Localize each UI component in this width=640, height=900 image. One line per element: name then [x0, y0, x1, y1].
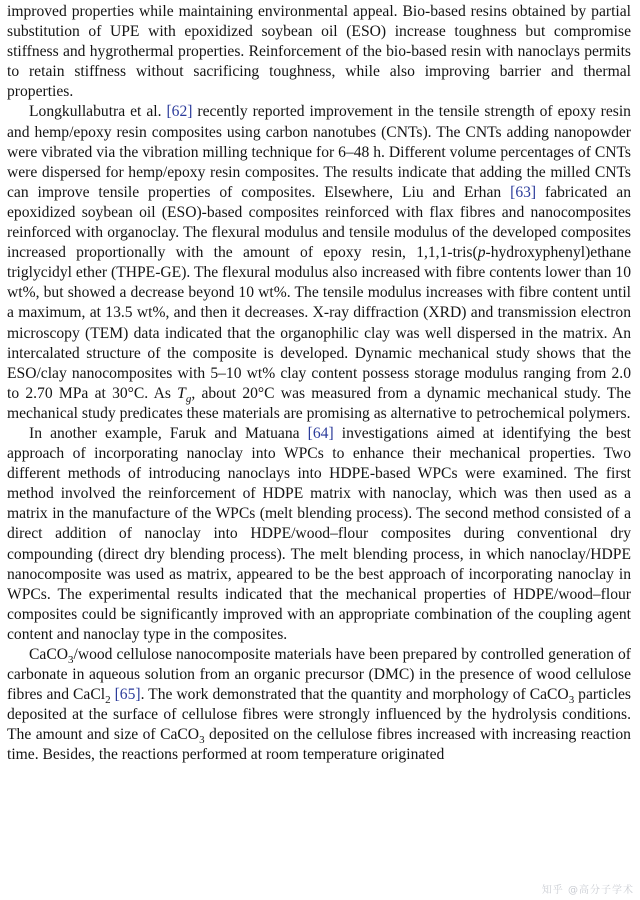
text-run: fabricated an epoxidized soybean oil (ESO)-based composites reinforced with flax fibres and nanocomposites reinforced with organoclay. The flexural modulus and tensile modulus of the developed composites increased proportionally with the amount of epoxy resin, 1,1,1-tris( — [7, 183, 631, 262]
text-run: investigations aimed at identifying the best approach of incorporating nanoclay into WPCs to enhance their mechanical properties. Two different methods of introducing nanoclays into HDPE-based WPCs were examined. The first method involved the reinforcement of HDPE matrix with nanoclay, which was then used as a matrix in the manufacture of the WPCs (melt blending process). The second method consisted of a direct addition of nanoclay into HDPE/wood–flour composites during conventional dry compounding (direct dry blending process). The melt blending process, in which nanoclay/HDPE nanocomposite was used as matrix, appeared to be the best approach of incorporating nanoclay in WPCs. The experimental results indicated that the mechanical properties of HDPE/wood–flour composites could be significantly improved with an appropriate combination of the coupling agent content and nanoclay type in the composites. — [7, 424, 631, 643]
subscript: g — [185, 392, 192, 405]
text-run: particles deposited at the surface of cellulose fibres were strongly influenced by the hydrolysis conditions. The amount and size of CaCO — [7, 686, 631, 744]
paragraph-4 — [7, 645, 631, 766]
paragraph-2 — [7, 102, 631, 424]
text-run: In another example, Faruk and Matuana — [29, 424, 308, 442]
text-run: CaCO — [29, 646, 68, 663]
subscript: 3 — [568, 694, 575, 707]
text-run: p — [477, 244, 486, 262]
text-run: -hydroxyphenyl)ethane triglycidyl ether (THPE-GE). The flexural modulus also increased with fibre contents lower than 10 wt%, but showed a decrease beyond 10 wt%. The tensile modulus increases with fibre content until a maximum, at 13.5 wt%, and then it decreases. X-ray diffraction (XRD) and transmission electron microscopy (TEM) data indicated that the organophilic clay was well dispersed in the matrix. An intercalated structure of the composite is developed. Dynamic mechanical study shows that the ESO/clay nanocomposites with 5–10 wt% clay content possess storage modulus ranging from 2.0 to 2.70 MPa at 30°C. As — [7, 244, 631, 402]
text-run: /wood cellulose nanocomposite materials have been prepared by controlled generation of carbonate in aqueous solution from an organic precursor (DMC) in the presence of wood cellulose fibres and CaCl — [7, 646, 631, 704]
citation-link[interactable]: [64] — [307, 424, 334, 442]
text-run: . The work demonstrated that the quantity and morphology of CaCO — [140, 686, 569, 704]
citation-link[interactable]: [63] — [510, 183, 537, 201]
citation-link[interactable]: [65] — [114, 686, 141, 704]
text-run: Longkullabutra et al. — [29, 103, 167, 121]
text-run: recently reported improvement in the tensile strength of epoxy resin and hemp/epoxy resin composites using carbon nanotubes (CNTs). The CNTs adding nanopowder were vibrated via the vibration milling technique for 6–48 h. Different volume percentages of CNTs were dispersed for hemp/epoxy resin composites. The results indicate that adding the milled CNTs can improve tensile properties of composites. Elsewhere, Liu and Erhan — [7, 103, 631, 201]
subscript: 3 — [67, 654, 74, 667]
paragraph-3 — [7, 424, 631, 645]
citation-link[interactable]: [62] — [166, 103, 193, 121]
text-run: , about 20°C was measured from a dynamic mechanical study. The mechanical study predicates these materials are promising as alternative to petrochemical polymers. — [7, 384, 631, 422]
subscript: 3 — [199, 734, 205, 747]
watermark: 知乎 @高分子学术 — [541, 885, 634, 896]
subscript: 2 — [105, 694, 111, 707]
text-run: improved properties while maintaining environmental appeal. Bio-based resins obtained by partial substitution of UPE with epoxidized soybean oil (ESO) increase toughness but compromise stiffness and hygrothermal properties. Reinforcement of the bio-based resin with nanoclays permits to retain stiffness without sacrificing toughness, while also improving barrier and thermal properties. — [7, 3, 631, 101]
document-page — [7, 2, 631, 898]
paragraph-1 — [7, 2, 631, 102]
text-run: deposited on the cellulose fibres increased with increasing reaction time. Besides, the reactions performed at room temperature originated — [7, 726, 631, 764]
text-run: T — [177, 384, 186, 402]
